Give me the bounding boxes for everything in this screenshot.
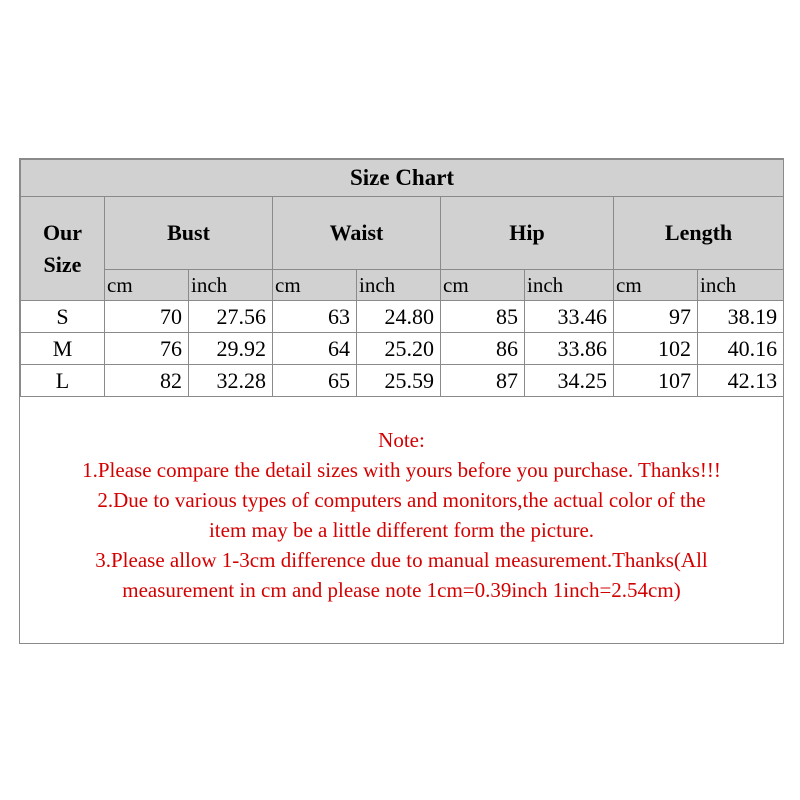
note-line-3: item may be a little different form the picture. bbox=[208, 518, 595, 542]
table-cell: 32.28 bbox=[189, 365, 273, 397]
table-cell: 82 bbox=[105, 365, 189, 397]
note-line-4: 3.Please allow 1-3cm difference due to manual measurement.Thanks(All bbox=[95, 548, 708, 572]
size-label: L bbox=[21, 365, 105, 397]
unit-cell: cm bbox=[614, 270, 698, 301]
header-waist: Waist bbox=[273, 197, 441, 270]
table-cell: 34.25 bbox=[525, 365, 614, 397]
table-cell: 40.16 bbox=[698, 333, 784, 365]
unit-cell: cm bbox=[441, 270, 525, 301]
unit-cell: cm bbox=[273, 270, 357, 301]
table-row bbox=[21, 333, 784, 365]
header-length: Length bbox=[614, 197, 784, 270]
table-cell: 25.59 bbox=[357, 365, 441, 397]
note-line-2: 2.Due to various types of computers and monitors,the actual color of the bbox=[97, 488, 706, 512]
chart-title: Size Chart bbox=[21, 160, 784, 197]
table-cell: 76 bbox=[105, 333, 189, 365]
unit-cell: inch bbox=[525, 270, 614, 301]
table-cell: 65 bbox=[273, 365, 357, 397]
header-our-size-line2: Size bbox=[43, 251, 82, 277]
table-cell: 63 bbox=[273, 301, 357, 333]
table-cell: 97 bbox=[614, 301, 698, 333]
table-cell: 24.80 bbox=[357, 301, 441, 333]
note-heading: Note: bbox=[378, 428, 425, 452]
table-cell: 42.13 bbox=[698, 365, 784, 397]
unit-cell: cm bbox=[105, 270, 189, 301]
header-bust: Bust bbox=[105, 197, 273, 270]
table-cell: 102 bbox=[614, 333, 698, 365]
note-line-1: 1.Please compare the detail sizes with yours before you purchase. Thanks!!! bbox=[82, 458, 721, 482]
table-cell: 33.86 bbox=[525, 333, 614, 365]
header-hip: Hip bbox=[441, 197, 614, 270]
table-cell: 87 bbox=[441, 365, 525, 397]
unit-cell: inch bbox=[189, 270, 273, 301]
size-chart bbox=[19, 158, 784, 644]
unit-cell: inch bbox=[357, 270, 441, 301]
note-line-5: measurement in cm and please note 1cm=0.39inch 1inch=2.54cm) bbox=[122, 578, 681, 602]
table-cell: 27.56 bbox=[189, 301, 273, 333]
table-cell: 107 bbox=[614, 365, 698, 397]
header-our-size bbox=[21, 197, 105, 301]
header-our-size-line1: Our bbox=[42, 219, 83, 245]
size-label: M bbox=[21, 333, 105, 365]
unit-row bbox=[21, 270, 784, 301]
table-cell: 70 bbox=[105, 301, 189, 333]
table-row bbox=[21, 365, 784, 397]
table-cell: 86 bbox=[441, 333, 525, 365]
size-table bbox=[20, 159, 784, 397]
table-cell: 33.46 bbox=[525, 301, 614, 333]
table-cell: 29.92 bbox=[189, 333, 273, 365]
table-cell: 64 bbox=[273, 333, 357, 365]
notes-section bbox=[20, 397, 783, 605]
size-label: S bbox=[21, 301, 105, 333]
table-row bbox=[21, 301, 784, 333]
unit-cell: inch bbox=[698, 270, 784, 301]
table-cell: 38.19 bbox=[698, 301, 784, 333]
table-cell: 85 bbox=[441, 301, 525, 333]
table-cell: 25.20 bbox=[357, 333, 441, 365]
